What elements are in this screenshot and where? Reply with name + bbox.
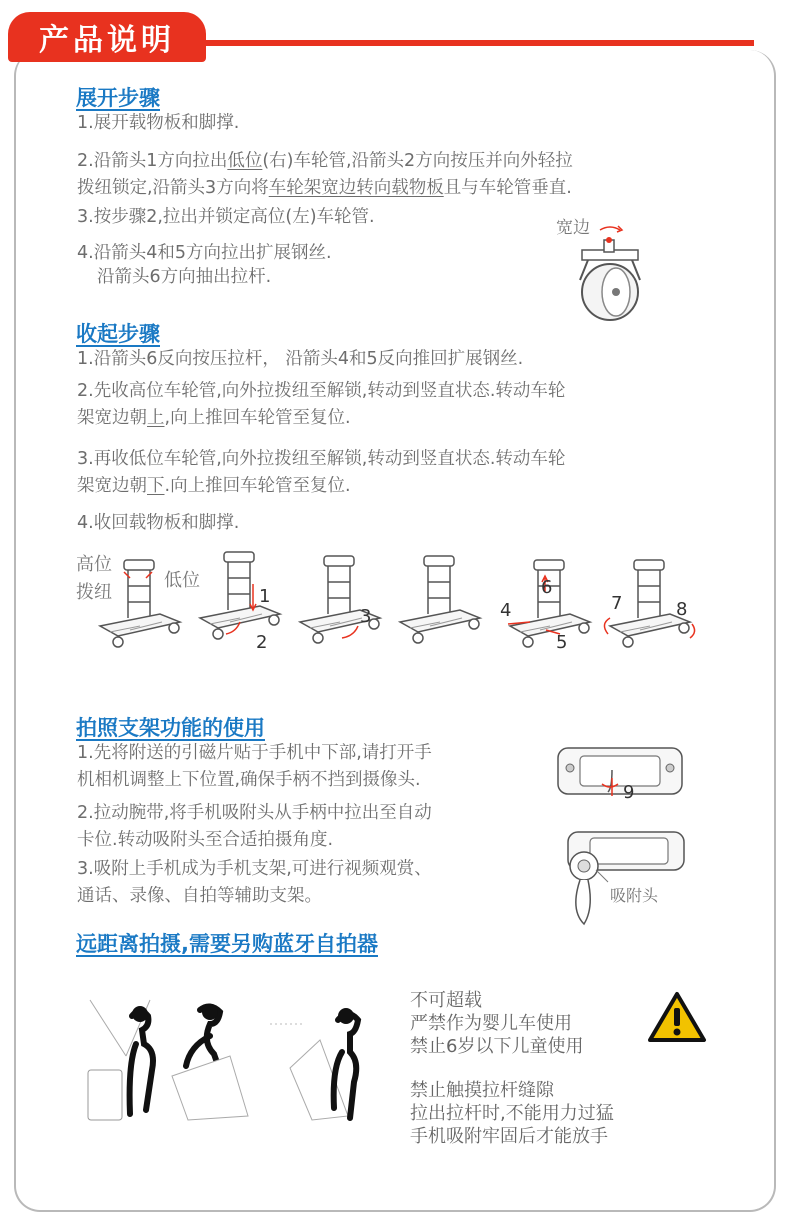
fold-step-2-line-2: 架宽边朝上,向上推回车轮管至复位. bbox=[77, 408, 351, 428]
fold-step-3-line-1: 3.再收低位车轮管,向外拉拨纽至解锁,转动到竖直状态.转动车轮 bbox=[77, 449, 566, 469]
fold-step-2-line-1: 2.先收高位车轮管,向外拉拨纽至解锁,转动到竖直状态.转动车轮 bbox=[77, 381, 566, 401]
fold-section-title: 收起步骤 bbox=[76, 322, 160, 346]
holder-step-1-line-2: 机相机调整上下位置,确保手柄不挡到摄像头. bbox=[77, 770, 421, 790]
step-number-1: 1 bbox=[259, 586, 271, 607]
step-number-5: 5 bbox=[556, 632, 568, 653]
caster-wheel-icon bbox=[560, 210, 650, 325]
warning-phone-secure: 手机吸附牢固后才能放手 bbox=[410, 1126, 608, 1147]
header-rule bbox=[190, 40, 754, 46]
holder-step-2-line-2: 卡位.转动吸附头至合适拍摄角度. bbox=[77, 830, 334, 850]
holder-step-1-line-1: 1.先将附送的引磁片贴于手机中下部,请打开手 bbox=[77, 743, 432, 763]
page-title: 产品说明 bbox=[8, 12, 206, 62]
fold-step-3-line-2: 架宽边朝下.向上推回车轮管至复位. bbox=[77, 476, 351, 496]
fold-step-1: 1.沿箭头6反向按压拉杆， 沿箭头4和5反向推回扩展钢丝. bbox=[77, 349, 524, 369]
unfold-step-2-line-1: 2.沿箭头1方向拉出低位(右)车轮管,沿箭头2方向按压并向外轻拉 bbox=[77, 151, 573, 171]
step-number-2: 2 bbox=[256, 632, 268, 653]
wheel-wide-edge-label: 宽边 bbox=[556, 218, 590, 238]
step-number-6: 6 bbox=[541, 577, 553, 598]
warning-pull-rod-force: 拉出拉杆时,不能用力过猛 bbox=[410, 1103, 614, 1124]
label-knob: 拨纽 bbox=[76, 582, 112, 603]
suction-head-label: 吸附头 bbox=[610, 886, 659, 905]
unfold-step-1: 1.展开载物板和脚撑. bbox=[77, 113, 240, 133]
step-number-8: 8 bbox=[676, 599, 688, 620]
step-number-4: 4 bbox=[500, 600, 512, 621]
warning-no-overload: 不可超载 bbox=[410, 990, 482, 1011]
holder-step-3-line-1: 3.吸附上手机成为手机支架,可进行视频观赏、 bbox=[77, 859, 432, 879]
step-number-7: 7 bbox=[611, 593, 623, 614]
holder-step-2-line-1: 2.拉动腕带,将手机吸附头从手柄中拉出至自动 bbox=[77, 803, 432, 823]
holder-number-9: 9 bbox=[623, 782, 635, 803]
label-high-position: 高位 bbox=[76, 554, 112, 575]
step-number-3: 3 bbox=[360, 606, 372, 627]
label-low-position: 低位 bbox=[164, 570, 200, 591]
holder-step-3-line-2: 通话、录像、自拍等辅助支架。 bbox=[77, 886, 322, 906]
warning-rod-gap: 禁止触摸拉杆缝隙 bbox=[410, 1080, 554, 1101]
unfold-step-4-line-2: 沿箭头6方向抽出拉杆. bbox=[97, 267, 272, 287]
warning-triangle-icon bbox=[646, 990, 708, 1044]
warning-no-baby-stroller: 严禁作为婴儿车使用 bbox=[410, 1013, 572, 1034]
holder-section-title: 拍照支架功能的使用 bbox=[76, 716, 265, 740]
warning-children-under-6: 禁止6岁以下儿童使用 bbox=[410, 1036, 584, 1057]
unfold-step-3: 3.按步骤2,拉出并锁定高位(左)车轮管. bbox=[77, 207, 375, 227]
remote-section-title: 远距离拍摄,需要另购蓝牙自拍器 bbox=[76, 932, 378, 956]
unfold-step-2-line-2: 拨纽锁定,沿箭头3方向将车轮架宽边转向载物板且与车轮管垂直. bbox=[77, 178, 572, 198]
unfold-step-4-line-1: 4.沿箭头4和5方向拉出扩展钢丝. bbox=[77, 243, 332, 263]
fold-step-4: 4.收回载物板和脚撑. bbox=[77, 513, 240, 533]
unfold-section-title: 展开步骤 bbox=[76, 86, 160, 110]
silhouette-illustration bbox=[80, 996, 400, 1128]
